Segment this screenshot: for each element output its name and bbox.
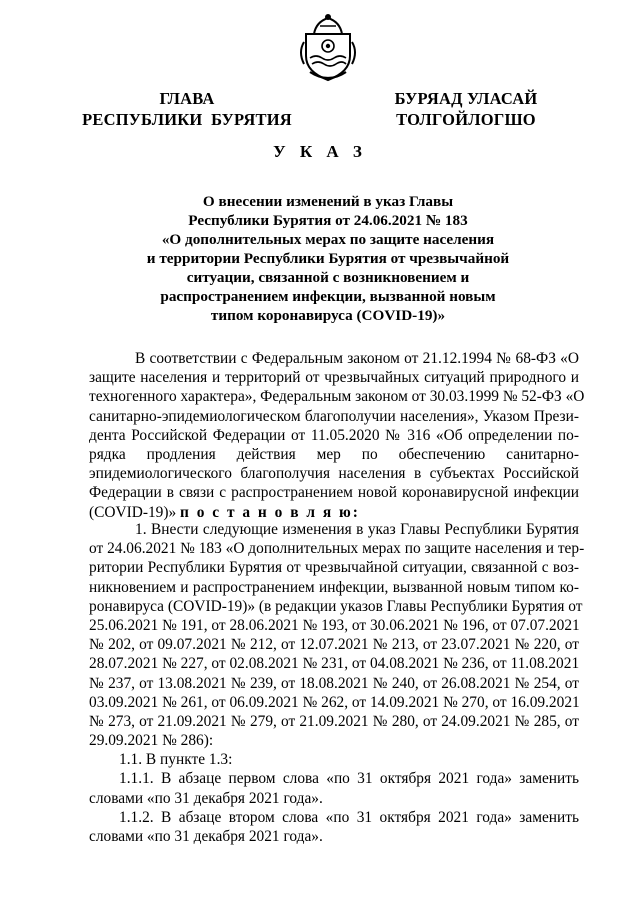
preamble-line: эпидемиологического благополучия населения в субъектах Российской: [89, 465, 579, 483]
preamble-line: В соответствии с Федеральным законом от 21.12.1994 № 68-ФЗ «О: [135, 350, 579, 367]
preamble-line: дента Российской Федерации от 11.05.2020 № 316 «Об определении по-: [89, 426, 579, 444]
issuer-heading-buryat: [382, 88, 550, 130]
item-1-line: 03.09.2021 № 261, от 06.09.2021 № 262, от 14.09.2021 № 270, от 16.09.2021: [89, 693, 580, 711]
item-1-line: 28.07.2021 № 227, от 02.08.2021 № 231, от 04.08.2021 № 236, от 11.08.2021: [89, 655, 580, 673]
item-1-line: 1. Внести следующие изменения в указ Главы Республики Бурятия: [135, 521, 579, 538]
title-line: Республики Бурятия от 24.06.2021 № 183: [188, 212, 468, 229]
title-line: О внесении изменений в указ Главы: [202, 193, 454, 210]
title-line: и территории Республики Бурятия от чрезвычайной: [146, 250, 510, 267]
issuer-heading-russian: [78, 88, 296, 130]
preamble-line: санитарно-эпидемиологическом благополучии населения», Указом Прези-: [89, 407, 579, 425]
item-1-1-line: 1.1. В пункте 1.3:: [119, 751, 233, 769]
item-1-line: 25.06.2021 № 191, от 28.06.2021 № 193, от 30.06.2021 № 196, от 07.07.2021: [89, 616, 580, 634]
item-1-line: № 202, от 09.07.2021 № 212, от 12.07.2021 № 213, от 23.07.2021 № 220, от: [89, 636, 579, 654]
preamble-last-text: (COVID-19)»: [89, 503, 181, 521]
preamble-line: защите населения и территорий от чрезвычайных ситуаций природного и: [89, 369, 579, 387]
item-1-1-1-line: словами «по 31 декабря 2021 года».: [89, 789, 323, 807]
document-type: У К А З: [273, 142, 367, 161]
item-1-line: 29.09.2021 № 286):: [89, 732, 214, 750]
decree-word: п о с т а н о в л я ю:: [180, 503, 360, 521]
title-line: распространением инфекции, вызванной новым: [160, 288, 496, 305]
item-1-paragraph: [89, 520, 585, 846]
title-line: ситуации, связанной с возникновением и: [186, 269, 470, 286]
item-1-1-1-line: 1.1.1. В абзаце первом слова «по 31 октября 2021 года» заменить: [119, 770, 579, 788]
preamble-line: рядка продления действия мер по обеспечению санитарно-: [89, 445, 579, 463]
issuer-line-2: РЕСПУБЛИКИ БУРЯТИЯ: [82, 110, 292, 129]
document-title: [98, 192, 558, 325]
item-1-1-2-line: 1.1.2. В абзаце втором слова «по 31 октября 2021 года» заменить: [119, 808, 579, 826]
item-1-1-2-line: словами «по 31 декабря 2021 года».: [89, 828, 323, 845]
preamble-line: Федерации в связи с распространением новой коронавирусной инфекции: [89, 484, 579, 502]
issuer-buryat-line-1: БУРЯАД УЛАСАЙ: [394, 89, 538, 108]
title-line: «О дополнительных мерах по защите населения: [161, 231, 495, 248]
preamble-line: техногенного характера», Федеральным законом от 30.03.1999 № 52-ФЗ «О: [89, 388, 585, 406]
coat-of-arms-emblem: [296, 12, 360, 82]
issuer-buryat-line-2: ТОЛГОЙЛОГШО: [396, 110, 536, 129]
issuer-line-1: ГЛАВА: [159, 89, 215, 108]
title-line: типом коронавируса (COVID-19)»: [210, 307, 446, 324]
item-1-line: № 273, от 21.09.2021 № 279, от 21.09.2021 № 280, от 24.09.2021 № 285, от: [89, 712, 579, 730]
preamble-last-line: [89, 503, 579, 522]
item-1-line: № 237, от 13.08.2021 № 239, от 18.08.2021 № 240, от 26.08.2021 № 254, от: [89, 674, 579, 692]
item-1-line: ритории Республики Бурятия от чрезвычайной ситуации, связанной с воз-: [89, 559, 579, 577]
preamble-paragraph: [89, 349, 585, 522]
item-1-line: от 24.06.2021 № 183 «О дополнительных мерах по защите населения и тер-: [89, 540, 585, 558]
item-1-line: ронавируса (COVID-19)» (в редакции указов Главы Республики Бурятия от: [89, 597, 583, 615]
item-1-line: никновением и распространением инфекции, вызванной новым типом ко-: [89, 578, 579, 596]
